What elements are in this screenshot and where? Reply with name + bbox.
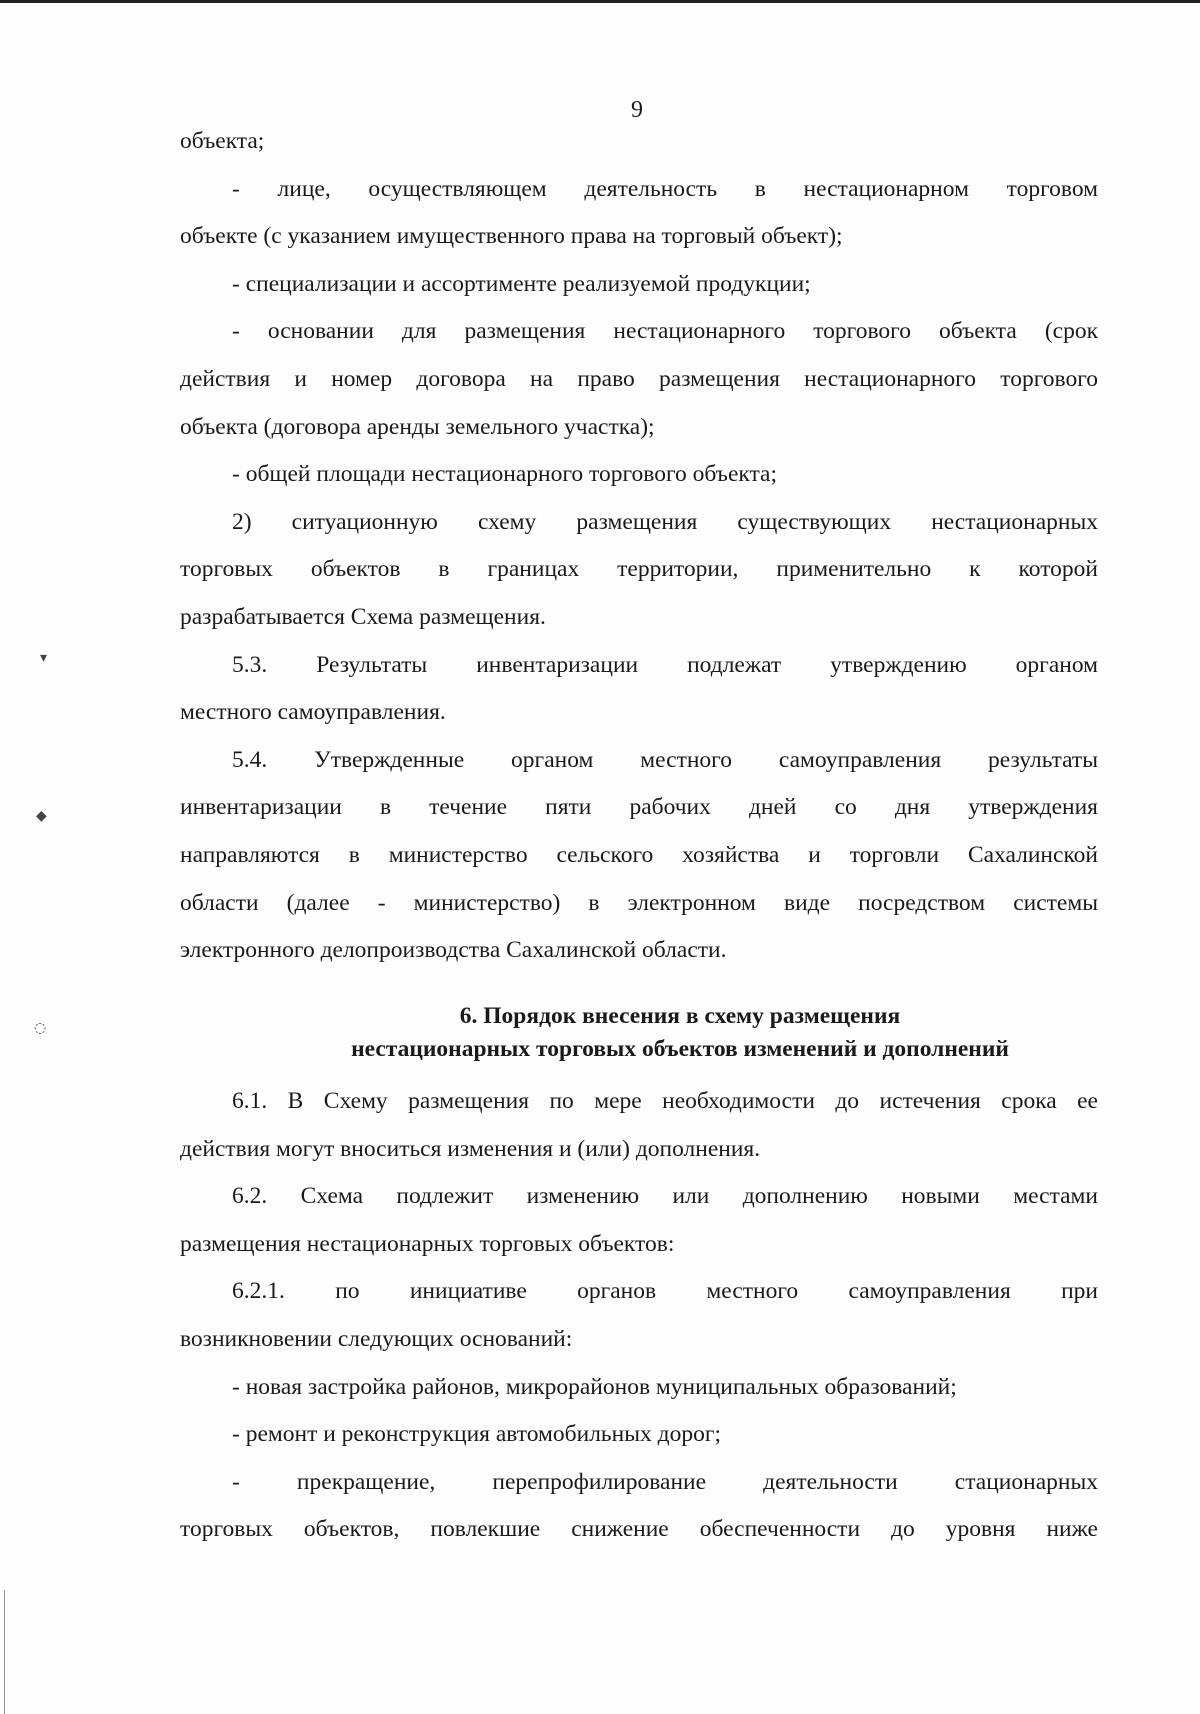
text-line: действия могут вноситься изменения и (или) дополнения. — [180, 1135, 761, 1162]
text-line: - специализации и ассортименте реализуемой продукции; — [232, 270, 811, 297]
text-line: возникновении следующих оснований: — [180, 1325, 573, 1352]
text-line: инвентаризации в течение пяти рабочих дней со дня утверждения — [180, 794, 1098, 821]
scan-speck: ◆ — [36, 808, 47, 824]
text-line: размещения нестационарных торговых объектов: — [180, 1230, 675, 1257]
text-line: действия и номер договора на право размещения нестационарного торгового — [180, 365, 1098, 392]
text-line: 6.2.1. по инициативе органов местного самоуправления при — [232, 1278, 1098, 1305]
text-line: 6.1. В Схему размещения по мере необходимости до истечения срока ее — [232, 1088, 1098, 1114]
text-block-2 — [180, 1078, 1098, 1554]
text-line: - лице, осуществляющем деятельность в нестационарном торговом — [232, 175, 1098, 202]
page-number: 9 — [631, 97, 643, 123]
text-line: области (далее - министерство) в электронном виде посредством системы — [180, 889, 1098, 916]
text-line: разрабатывается Схема размещения. — [180, 603, 546, 630]
heading-line-2: нестационарных торговых объектов изменений и дополнений — [351, 1036, 1009, 1062]
text-line: электронного делопроизводства Сахалинской области. — [180, 937, 727, 964]
text-line: 6.2. Схема подлежит изменению или дополнению новыми местами — [232, 1183, 1098, 1210]
text-line: направляются в министерство сельского хозяйства и торговли Сахалинской — [180, 841, 1098, 868]
text-line: - основании для размещения нестационарного торгового объекта (срок — [232, 318, 1098, 345]
text-line: - ремонт и реконструкция автомобильных дорог; — [232, 1421, 722, 1448]
scan-speck: ▾ — [40, 650, 48, 666]
text-line: 5.4. Утвержденные органом местного самоуправления результаты — [232, 746, 1098, 773]
text-line: 5.3. Результаты инвентаризации подлежат утверждению органом — [232, 651, 1098, 678]
text-line: местного самоуправления. — [180, 699, 446, 726]
text-line: 2) ситуационную схему размещения существующих нестационарных — [232, 508, 1098, 535]
text-line: объекта; — [180, 128, 265, 154]
scan-speck: ◌ — [34, 1020, 47, 1036]
text-line: торговых объектов, повлекшие снижение обеспеченности до уровня ниже — [180, 1516, 1098, 1543]
text-line: объекта (договора аренды земельного участка); — [180, 413, 655, 440]
top-border — [0, 0, 1200, 3]
section-heading — [180, 1000, 1180, 1066]
text-line: торговых объектов в границах территории, применительно к которой — [180, 556, 1098, 583]
scan-edge-line — [4, 1590, 5, 1714]
text-line: - общей площади нестационарного торгового объекта; — [232, 461, 777, 488]
text-line: - прекращение, перепрофилирование деятельности стационарных — [232, 1468, 1098, 1495]
text-line: объекте (с указанием имущественного права на торговый объект); — [180, 223, 843, 250]
text-line: - новая застройка районов, микрорайонов муниципальных образований; — [232, 1373, 957, 1400]
text-block-1 — [180, 118, 1098, 975]
heading-line-1: 6. Порядок внесения в схему размещения — [459, 1003, 901, 1029]
